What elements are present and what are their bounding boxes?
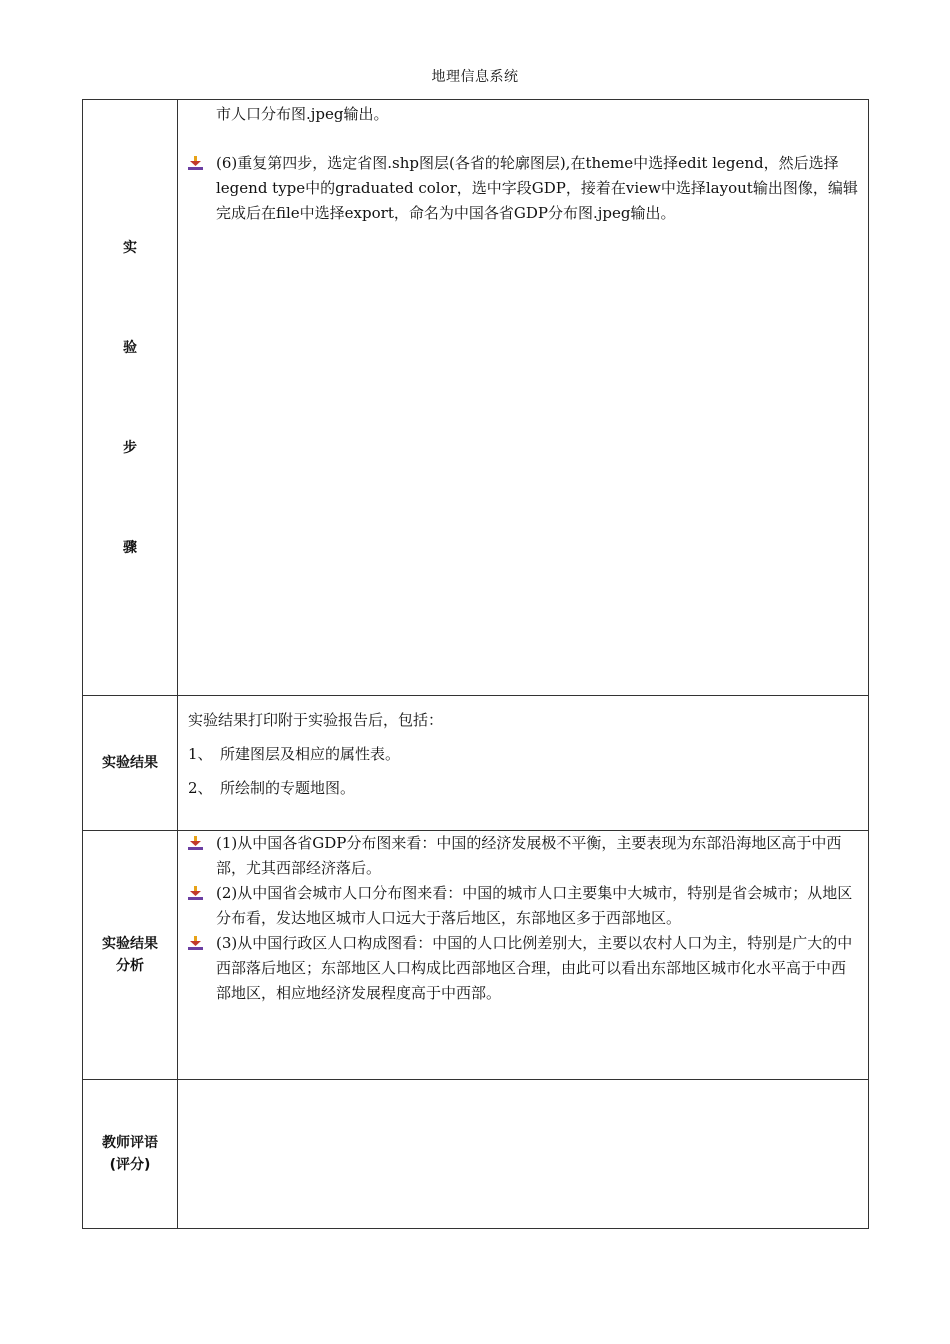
analysis-label-line: 分析	[116, 958, 144, 974]
analysis-item-text: (1)从中国各省GDP分布图来看：中国的经济发展极不平衡，主要表现为东部沿海地区高于中西部，尤其西部经济落后。	[216, 834, 842, 877]
steps-label-char: 步	[123, 439, 137, 456]
analysis-item-text: (2)从中国省会城市人口分布图来看：中国的城市人口主要集中大城市，特别是省会城市；从地区分布看，发达地区城市人口远大于落后地区，东部地区多于西部地区。	[216, 884, 853, 927]
analysis-item	[178, 831, 868, 881]
arrow-bullet-icon	[188, 936, 203, 950]
teacher-label-cell	[83, 1080, 178, 1229]
page-header-title: 地理信息系统	[431, 69, 519, 85]
results-list-item	[188, 776, 858, 801]
teacher-row	[83, 1080, 869, 1229]
steps-label-char: 实	[123, 239, 137, 256]
results-label: 实验结果	[102, 755, 158, 771]
steps-label	[83, 237, 177, 559]
teacher-comment-cell[interactable]	[178, 1080, 869, 1229]
step-item-text: (6)重复第四步，选定省图.shp图层(各省的轮廓图层),在theme中选择edit legend，然后选择legend type中的graduated color，选中字段GDP，接着在view中选择layout输出图像，编辑完成后在file中选择export，命名为中国各省GDP分布图.jpeg输出。	[216, 154, 858, 222]
analysis-item	[178, 931, 868, 1006]
steps-row	[83, 100, 869, 696]
results-item-text: 所建图层及相应的属性表。	[220, 745, 401, 763]
analysis-content-cell	[178, 831, 869, 1080]
analysis-label-cell	[83, 831, 178, 1080]
analysis-item	[178, 881, 868, 931]
steps-label-char: 验	[123, 339, 137, 356]
steps-label-char: 骤	[123, 539, 137, 556]
arrow-bullet-icon	[188, 886, 203, 900]
results-label-cell	[83, 696, 178, 831]
teacher-label-line: (评分)	[109, 1157, 151, 1173]
results-list-item	[188, 742, 858, 767]
results-item-number: 1、	[188, 745, 213, 763]
results-intro: 实验结果打印附于实验报告后，包括：	[188, 711, 444, 729]
teacher-label-line: 教师评语	[102, 1135, 158, 1151]
results-row	[83, 696, 869, 831]
report-table	[82, 99, 869, 1229]
analysis-item-text: (3)从中国行政区人口构成图看：中国的人口比例差别大，主要以农村人口为主，特别是广大的中西部落后地区；东部地区人口构成比西部地区合理，由此可以看出东部地区城市化水平高于中西部地区，相应地经济发展程度高于中西部。	[216, 934, 853, 1002]
results-item-text: 所绘制的专题地图。	[220, 779, 356, 797]
steps-content-cell	[178, 100, 869, 696]
steps-label-cell	[83, 100, 178, 696]
results-content-cell	[178, 696, 869, 831]
analysis-row	[83, 831, 869, 1080]
step-item	[178, 151, 868, 226]
arrow-bullet-icon	[188, 156, 203, 170]
results-item-number: 2、	[188, 779, 213, 797]
analysis-label-line: 实验结果	[102, 936, 158, 952]
arrow-bullet-icon	[188, 836, 203, 850]
step-continued-text: 市人口分布图.jpeg输出。	[216, 105, 389, 123]
